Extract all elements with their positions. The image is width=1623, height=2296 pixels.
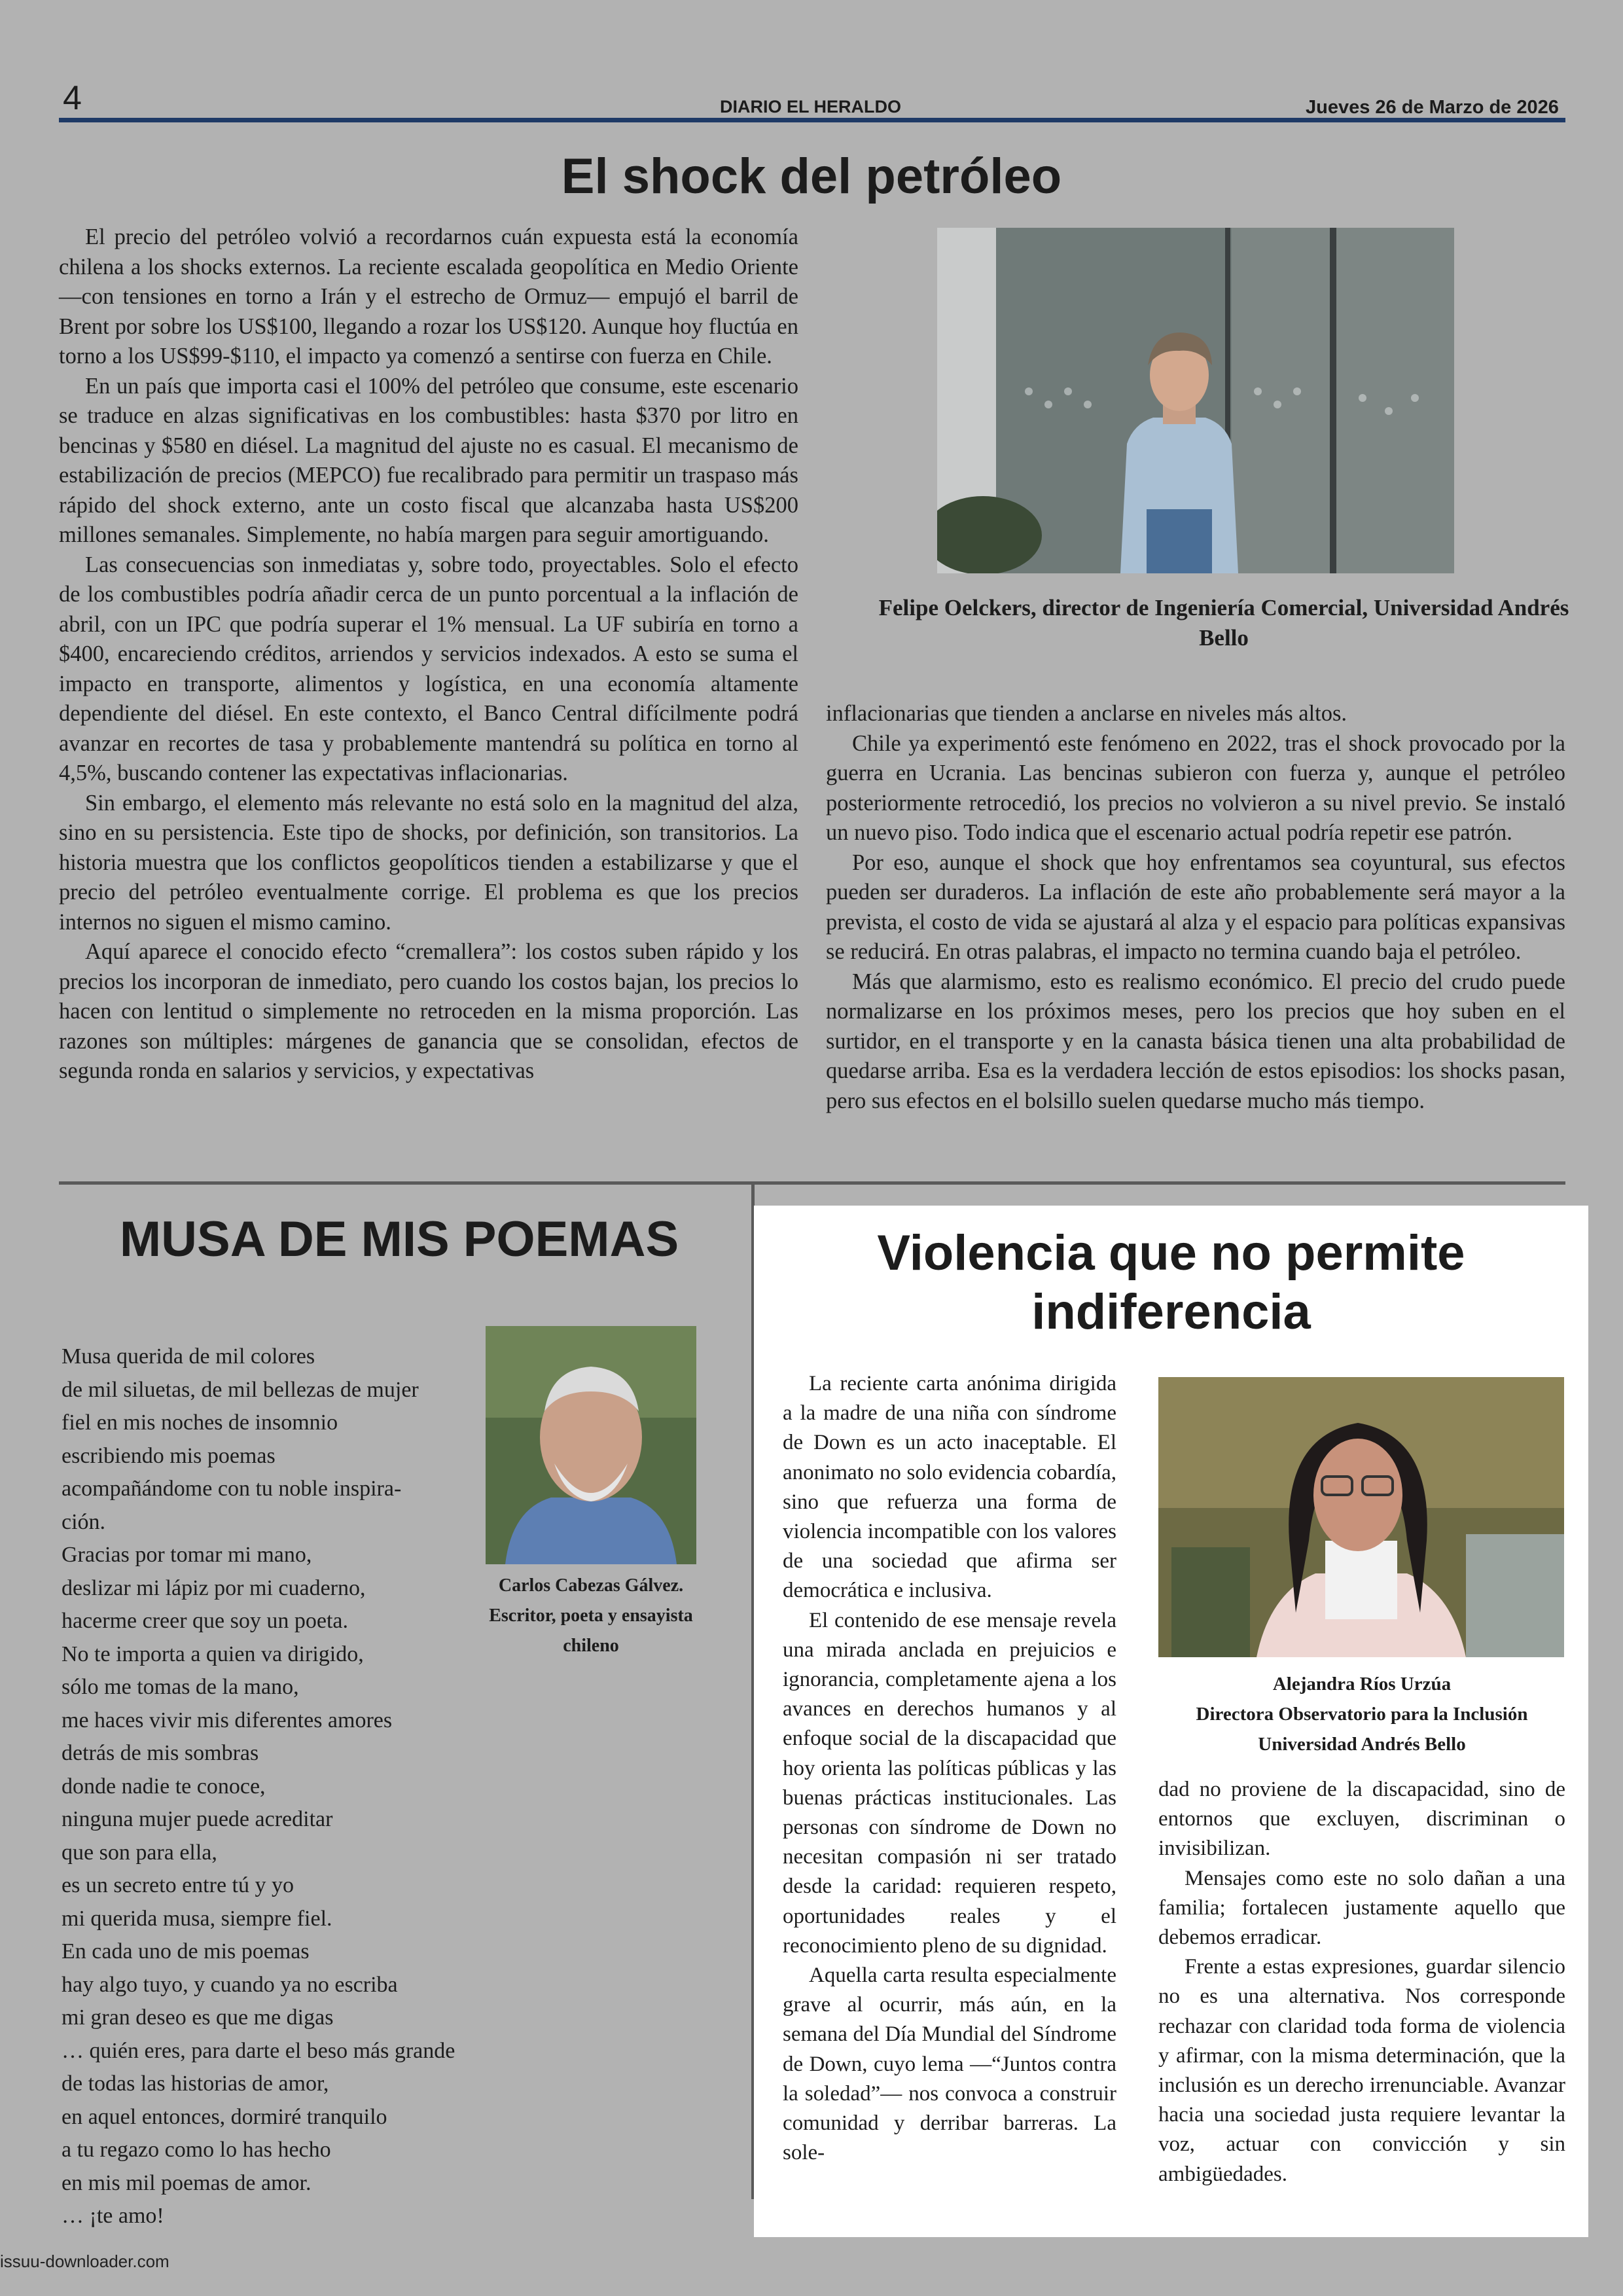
paragraph: Las consecuencias son inmediatas y, sobre todo, proyectables. Solo el efecto de los combustibles podría añadir cerca de un punto porcentual a la inflación de abril, con un IPC que podría superar el 1% mensual. La UF subiría en torno a $400, encareciendo créditos, arriendos y servicios indexados. A esto se suma el impacto en transporte, alimentos y logística, en una economía altamente dependiente del diésel. En este contexto, el Banco Central difícilmente podrá avanzar en recortes de tasa y probablemente mantendrá su política en torno al 4,5%, buscando contener las expectativas inflacionarias. — [59, 552, 798, 785]
photo-felipe-oelckers — [937, 228, 1454, 573]
paragraph: En un país que importa casi el 100% del petróleo que consume, este escenario se traduce en alzas significativas en los combustibles: hasta $370 por litro en bencinas y $580 en diésel. La magnitud del ajuste no es casual. El mecanismo de estabilización de precios (MEPCO) fue recalibrado para permitir un traspaso más rápido del shock externo, ante un costo fiscal que alcanzaba hasta US$200 millones semanales. Simplemente, no había margen para seguir amortiguando. — [59, 373, 798, 547]
paragraph: Por eso, aunque el shock que hoy enfrentamos sea coyuntural, sus efectos pueden ser duraderos. La inflación de este año probablemente será mayor a la prevista, el costo de vida se ajustará al alza y el espacio para políticas expansivas se reducirá. En otras palabras, el impacto no termina cuando baja el petróleo. — [826, 850, 1565, 964]
poem-body — [62, 1340, 559, 2233]
poem-line: ción. — [62, 1509, 106, 1534]
caption-affiliation: Universidad Andrés Bello — [1258, 1734, 1466, 1755]
photo-caption-felipe-oelckers: Felipe Oelckers, director de Ingeniería Comercial, Universidad Andrés Bello — [878, 595, 1569, 651]
poem-line: detrás de mis sombras — [62, 1741, 259, 1765]
issue-date: Jueves 26 de Marzo de 2026 — [1306, 97, 1559, 118]
newspaper-name: DIARIO EL HERALDO — [720, 97, 902, 117]
paragraph: Frente a estas expresiones, guardar silencio no es una alternativa. Nos corresponde rechazar con claridad toda forma de violencia y afirmar, con la misma determinación, que la inclusión es un derecho irrenunciable. Avanzar hacia una sociedad justa requiere levantar la voz, actuar con convicción y sin ambigüedades. — [1158, 1955, 1565, 2186]
paragraph: El precio del petróleo volvió a recordarnos cuán expuesta está la economía chilena a los shocks externos. La reciente escalada geopolítica en Medio Oriente —con tensiones en torno a Irán y el estrecho de Ormuz— empujó el barril de Brent por sobre los US$100, llegando a rozar los US$120. Aunque hoy fluctúa en torno a los US$99-$110, el impacto ya comenzó a sentirse con fuerza en Chile. — [59, 224, 798, 368]
poem-line: en mis mil poemas de amor. — [62, 2170, 312, 2195]
poem-line: escribiendo mis poemas — [62, 1443, 276, 1468]
poem-line: es un secreto entre tú y yo — [62, 1873, 294, 1897]
article-violence-column-1 — [783, 1369, 1116, 2168]
article-oil-column-2 — [826, 699, 1565, 1116]
poem-line: … ¡te amo! — [62, 2204, 164, 2228]
caption-role: Directora Observatorio para la Inclusión — [1196, 1704, 1528, 1725]
poem-line: me haces vivir mis diferentes amores — [62, 1708, 393, 1732]
poem-line: de mil siluetas, de mil bellezas de mujer — [62, 1377, 419, 1402]
poem-line: donde nadie te conoce, — [62, 1774, 266, 1799]
section-divider — [59, 1181, 1565, 1185]
poem-line: deslizar mi lápiz por mi cuaderno, — [62, 1575, 366, 1600]
paragraph: Más que alarmismo, esto es realismo económico. El precio del crudo puede normalizarse en los próximos meses, pero los precios que hoy suben en el surtidor, en el transporte y en la canasta básica tienen una alta probabilidad de quedarse arriba. Esa es la verdadera lección de estos episodios: los shocks pasan, pero sus efectos en el bolsillo suelen quedarse mucho más tiempo. — [826, 969, 1565, 1113]
poem-line: acompañándome con tu noble inspira- — [62, 1477, 402, 1501]
poem-line: que son para ella, — [62, 1840, 217, 1865]
page-number: 4 — [63, 79, 82, 117]
poem-line: mi gran deseo es que me digas — [62, 2005, 334, 2030]
poem-line: … quién eres, para darte el beso más grande — [62, 2038, 455, 2063]
paragraph: Aquí aparece el conocido efecto “cremallera”: los costos suben rápido y los precios los incorporan de inmediato, pero cuando los costos bajan, los precios lo hacen con lentitud o simplemente no retroceden en la misma proporción. Las razones son múltiples: márgenes de ganancia que se consolidan, efectos de segunda ronda en salarios y servicios, y expectativas — [59, 939, 798, 1083]
paragraph: El contenido de ese mensaje revela una mirada anclada en prejuicios e ignorancia, completamente ajena a los avances en derechos humanos y al enfoque social de la discapacidad que hoy orienta las políticas públicas y las buenas prácticas institucionales. Las personas con síndrome de Down no necesitan compasión ni ser tratado desde la caridad: requieren respeto, oportunidades reales y el reconocimiento pleno de su dignidad. — [783, 1608, 1116, 1958]
poem-line: de todas las historias de amor, — [62, 2072, 329, 2096]
paragraph: Chile ya experimentó este fenómeno en 2022, tras el shock provocado por la guerra en Ucrania. Las bencinas subieron con fuerza y, aunque el petróleo posteriormente retrocedió, los precios no volvieron a su nivel previo. Se instaló un nuevo piso. Todo indica que el escenario actual podría repetir ese patrón. — [826, 730, 1565, 845]
paragraph: Aquella carta resulta especialmente grave al ocurrir, más aún, en la semana del Día Mundial del Síndrome de Down, cuyo lema —“Juntos contra la soledad”— nos convoca a construir comunidad y derribar barreras. La sole- — [783, 1964, 1116, 2165]
source-watermark[interactable]: issuu-downloader.com — [0, 2251, 169, 2271]
poem-line: ninguna mujer puede acreditar — [62, 1807, 333, 1831]
poem-line: Musa querida de mil colores — [62, 1344, 315, 1369]
poem-line: Gracias por tomar mi mano, — [62, 1543, 312, 1567]
poem-line: No te importa a quien va dirigido, — [62, 1641, 364, 1666]
article-oil-column-1 — [59, 223, 798, 1086]
caption-name: Alejandra Ríos Urzúa — [1272, 1674, 1452, 1695]
poem-line: hacerme creer que soy un poeta. — [62, 1609, 348, 1633]
poem-line: a tu regazo como lo has hecho — [62, 2138, 331, 2162]
article-title-violence: Violencia que no permite indiferencia — [877, 1225, 1465, 1340]
paragraph-continuation: dad no proviene de la discapacidad, sino de entornos que excluyen, discriminan o invisibilizan. — [1158, 1778, 1565, 1861]
paragraph: Mensajes como este no solo dañan a una familia; fortalecen justamente aquello que debemos erradicar. — [1158, 1866, 1565, 1950]
poem-line: en aquel entonces, dormiré tranquilo — [62, 2104, 387, 2129]
poem-line: hay algo tuyo, y cuando ya no escriba — [62, 1972, 398, 1997]
paragraph-continuation: inflacionarias que tienden a anclarse en niveles más altos. — [826, 701, 1347, 726]
photo-caption-alejandra-rios — [1158, 1669, 1565, 1759]
poem-line: fiel en mis noches de insomnio — [62, 1410, 338, 1435]
photo-carlos-cabezas — [486, 1326, 696, 1564]
caption-role: Escritor, poeta y ensayista chileno — [489, 1605, 693, 1656]
paragraph: La reciente carta anónima dirigida a la madre de una niña con síndrome de Down es un acto inaceptable. El anonimato no solo evidencia cobardía, sino que refuerza una forma de violencia incompatible con los valores de una sociedad que afirma ser democrática e inclusiva. — [783, 1372, 1116, 1603]
article-violence-column-2 — [1158, 1775, 1565, 2189]
poem-line: En cada uno de mis poemas — [62, 1939, 310, 1964]
photo-caption-carlos-cabezas — [478, 1571, 704, 1661]
header-divider — [59, 118, 1565, 122]
photo-alejandra-rios — [1158, 1377, 1564, 1657]
poem-line: sólo me tomas de la mano, — [62, 1675, 299, 1699]
poem-title: MUSA DE MIS POEMAS — [119, 1211, 679, 1267]
paragraph: Sin embargo, el elemento más relevante no está solo en la magnitud del alza, sino en su persistencia. Este tipo de shocks, por definición, son transitorios. La historia muestra que los conflictos geopolíticos tienden a estabilizarse y que el precio del petróleo eventualmente corrige. El problema es que los precios internos no siguen el mismo camino. — [59, 790, 798, 935]
article-title-oil-shock: El shock del petróleo — [561, 149, 1062, 204]
poem-line: mi querida musa, siempre fiel. — [62, 1906, 332, 1931]
caption-name: Carlos Cabezas Gálvez. — [498, 1575, 684, 1596]
